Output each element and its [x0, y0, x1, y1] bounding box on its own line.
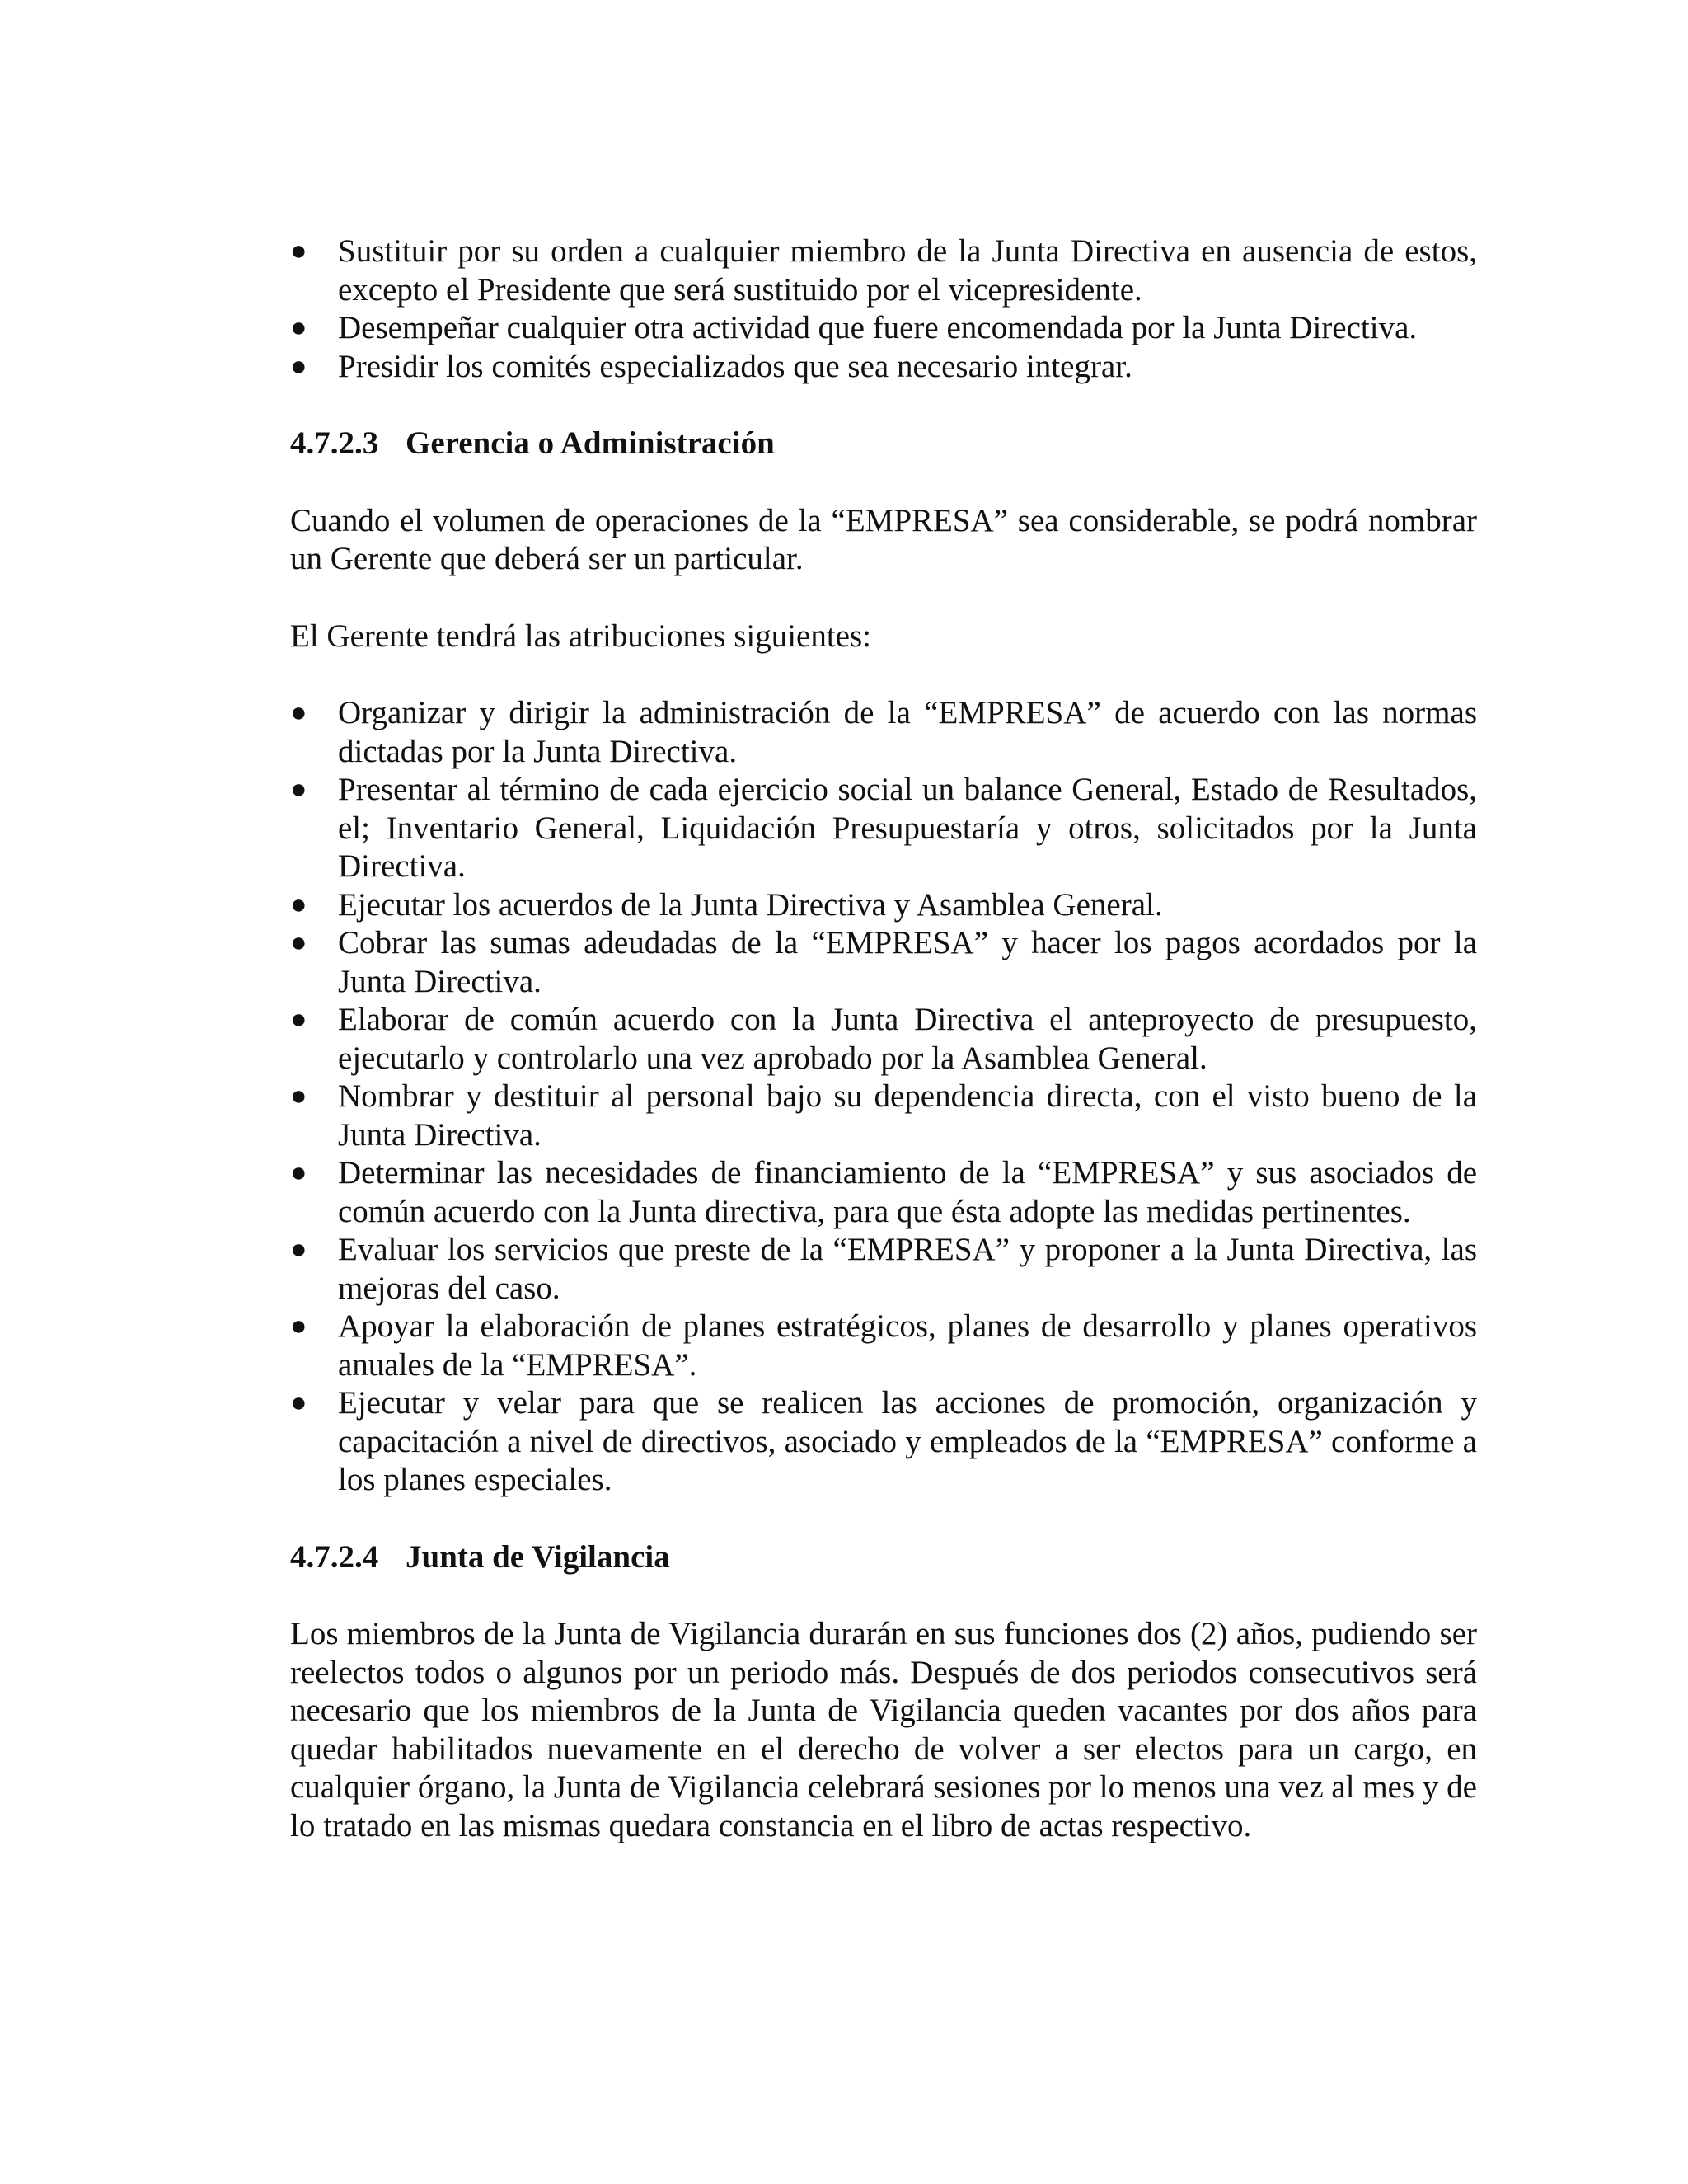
list-item — [290, 1078, 1477, 1154]
bullet-icon: ● — [290, 928, 307, 958]
list-item-text: Ejecutar los acuerdos de la Junta Directiva y Asamblea General. — [338, 886, 1163, 923]
bullet-icon: ● — [290, 697, 307, 728]
list-item-text: Cobrar las sumas adeudadas de la “EMPRESA” y hacer los pagos acordados por la Junta Directiva. — [338, 925, 1477, 999]
list-item — [290, 1231, 1477, 1308]
section-heading-gerencia — [290, 425, 1477, 463]
section-title: Gerencia o Administración — [406, 425, 775, 461]
paragraph-intro: Cuando el volumen de operaciones de la “EMPRESA” sea considerable, se podrá nombrar un Gerente que deberá ser un particular. — [290, 502, 1477, 576]
list-item — [290, 694, 1477, 771]
list-item-text: Presentar al término de cada ejercicio social un balance General, Estado de Resultados, el; Inventario General, Liquidación Presupuestaría y otros, solicitados por la Junta Directiva. — [338, 772, 1477, 884]
bullet-icon: ● — [290, 1388, 307, 1418]
bullet-icon: ● — [290, 236, 307, 266]
list-item — [290, 886, 1477, 925]
list-item-text: Presidir los comités especializados que sea necesario integrar. — [338, 348, 1132, 384]
list-item-text: Evaluar los servicios que preste de la “EMPRESA” y proponer a la Junta Directiva, las mejoras del caso. — [338, 1232, 1477, 1306]
section-title: Junta de Vigilancia — [406, 1538, 670, 1575]
bullet-icon: ● — [290, 1311, 307, 1341]
bullet-icon: ● — [290, 889, 307, 920]
list-item — [290, 232, 1477, 309]
bullet-icon: ● — [290, 774, 307, 805]
list-item — [290, 309, 1477, 348]
list-item — [290, 924, 1477, 1001]
list-item-text: Organizar y dirigir la administración de la “EMPRESA” de acuerdo con las normas dictadas por la Junta Directiva. — [338, 695, 1477, 769]
section-number: 4.7.2.4 — [290, 1538, 379, 1575]
section-heading-vigilancia — [290, 1538, 1477, 1577]
list-item — [290, 1154, 1477, 1231]
document-page — [290, 232, 1477, 1845]
list-item-text: Apoyar la elaboración de planes estratégicos, planes de desarrollo y planes operativos anuales de la “EMPRESA”. — [338, 1308, 1477, 1383]
bullet-list-top — [290, 232, 1477, 386]
list-item-text: Sustituir por su orden a cualquier miembro de la Junta Directiva en ausencia de estos, excepto el Presidente que será sustituido por el vicepresidente. — [338, 233, 1477, 308]
list-item — [290, 348, 1477, 387]
list-item — [290, 1384, 1477, 1500]
bullet-icon: ● — [290, 350, 307, 382]
list-item — [290, 1308, 1477, 1384]
list-item-text: Ejecutar y velar para que se realicen las acciones de promoción, organización y capacitación a nivel de directivos, asociado y empleados de la “EMPRESA” conforme a los planes especiales. — [338, 1385, 1477, 1497]
bullet-icon: ● — [290, 1081, 307, 1111]
list-item-text: Desempeñar cualquier otra actividad que fuere encomendada por la Junta Directiva. — [338, 310, 1418, 345]
bullet-icon: ● — [290, 1234, 307, 1265]
section-number: 4.7.2.3 — [290, 425, 379, 461]
bullet-icon: ● — [290, 1158, 307, 1188]
list-item — [290, 1001, 1477, 1078]
list-item-text: Nombrar y destituir al personal bajo su dependencia directa, con el visto bueno de la Junta Directiva. — [338, 1078, 1477, 1153]
bullet-icon: ● — [290, 1004, 307, 1035]
list-item — [290, 771, 1477, 886]
paragraph-vigilancia: Los miembros de la Junta de Vigilancia durarán en sus funciones dos (2) años, pudiendo ser reelectos todos o algunos por un periodo más. Después de dos periodos consecutivos será necesario que los miembros de la Junta de Vigilancia queden vacantes por dos años para quedar habilitados nuevamente en el derecho de volver a ser electos para un cargo, en cualquier órgano, la Junta de Vigilancia celebrará sesiones por lo menos una vez al mes y de lo tratado en las mismas quedara constancia en el libro de actas respectivo. — [290, 1616, 1477, 1843]
paragraph-lead: El Gerente tendrá las atribuciones siguientes: — [290, 618, 872, 654]
bullet-icon: ● — [290, 312, 307, 343]
bullet-list-gerencia — [290, 694, 1477, 1500]
list-item-text: Determinar las necesidades de financiamiento de la “EMPRESA” y sus asociados de común acuerdo con la Junta directiva, para que ésta adopte las medidas pertinentes. — [338, 1155, 1477, 1229]
list-item-text: Elaborar de común acuerdo con la Junta Directiva el anteproyecto de presupuesto, ejecutarlo y controlarlo una vez aprobado por la Asamblea General. — [338, 1002, 1477, 1076]
